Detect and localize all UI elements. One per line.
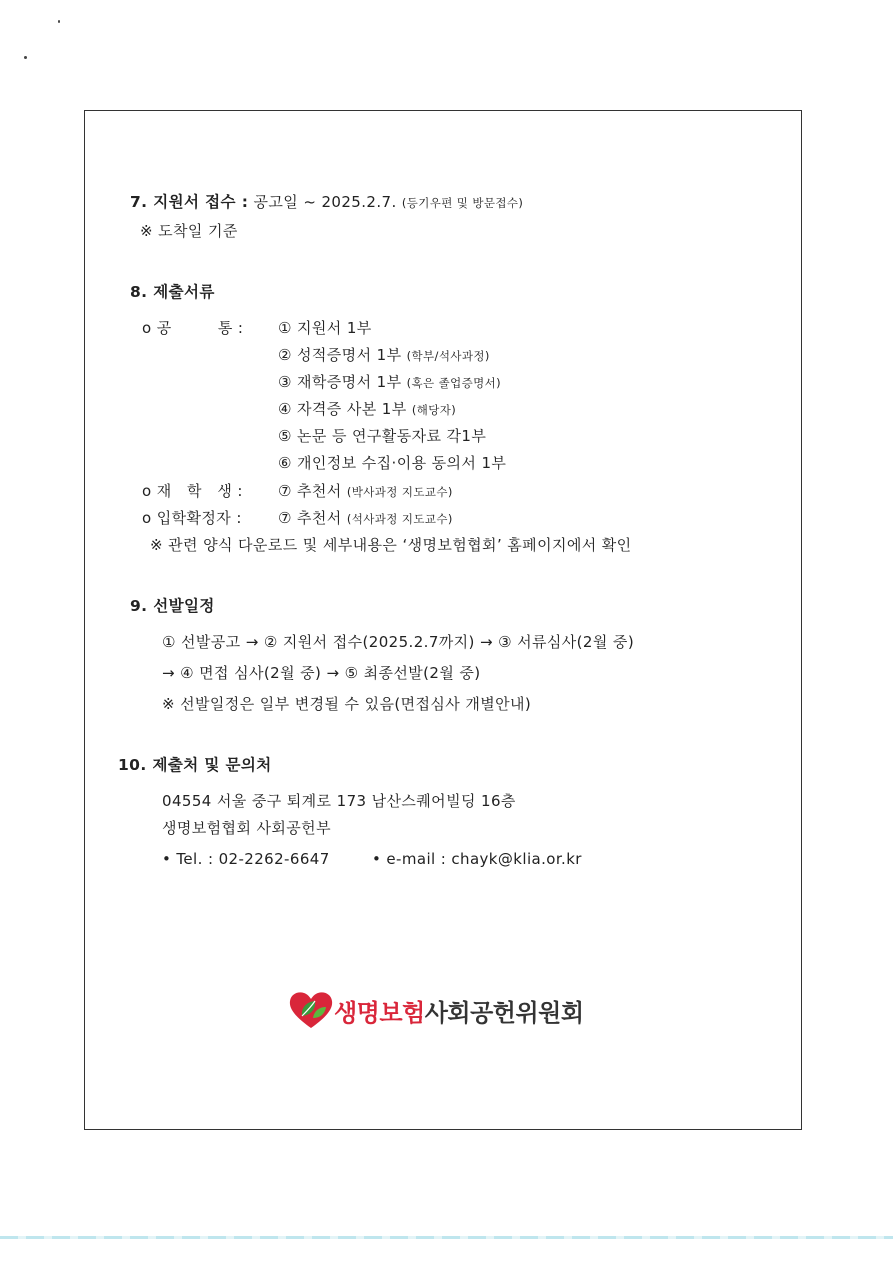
schedule-note: ※ 선발일정은 일부 변경될 수 있음(면접심사 개별안내): [162, 695, 532, 713]
doc-item-note: (혹은 졸업증명서): [406, 376, 502, 390]
scan-speck: [58, 20, 60, 23]
scan-artifact-line: [0, 1236, 893, 1239]
admitted-docs-label: o 입학확정자 :: [142, 509, 242, 527]
doc-item-note: (학부/석사과정): [406, 349, 490, 363]
scan-speck: [24, 56, 27, 59]
doc-item-text: ② 성적증명서 1부: [278, 346, 402, 364]
doc-item: [278, 398, 456, 419]
section-10-heading: 10. 제출처 및 문의처: [118, 756, 272, 774]
doc-item: [278, 452, 506, 473]
admitted-doc-item: [278, 507, 453, 528]
contact-tel: • Tel. : 02-2262-6647: [162, 850, 330, 868]
student-doc-item: [278, 480, 453, 501]
heart-leaf-icon: [288, 990, 334, 1030]
admitted-doc-text: ⑦ 추천서: [278, 509, 342, 527]
student-doc-note: (박사과정 지도교수): [346, 485, 453, 499]
section-8-heading: 8. 제출서류: [130, 283, 215, 301]
logo-brand-red: 생명보험: [334, 998, 425, 1027]
contact-org: 생명보험협회 사회공헌부: [162, 819, 331, 837]
arrival-note: ※ 도착일 기준: [140, 222, 238, 240]
schedule-line-1: ① 선발공고 → ② 지원서 접수(2025.2.7까지) → ③ 서류심사(2월 중): [162, 633, 635, 651]
admitted-doc-note: (석사과정 지도교수): [346, 512, 453, 526]
doc-item: [278, 425, 486, 446]
committee-logo: [288, 990, 584, 1030]
application-period: 공고일 ~ 2025.2.7.: [253, 193, 397, 211]
download-note: ※ 관련 양식 다운로드 및 세부내용은 ‘생명보험협회’ 홈페이지에서 확인: [150, 536, 632, 554]
doc-item-text: ⑥ 개인정보 수집·이용 동의서 1부: [278, 454, 507, 472]
student-docs-label: o 재 학 생 :: [142, 482, 243, 500]
doc-item-text: ⑤ 논문 등 연구활동자료 각1부: [278, 427, 487, 445]
doc-item-text: ① 지원서 1부: [278, 319, 372, 337]
notice-frame: [84, 110, 802, 1130]
student-doc-text: ⑦ 추천서: [278, 482, 342, 500]
doc-item: [278, 344, 490, 365]
doc-item-note: (해당자): [411, 403, 457, 417]
doc-item: [278, 317, 372, 338]
schedule-line-2: → ④ 면접 심사(2월 중) → ⑤ 최종선발(2월 중): [162, 664, 481, 682]
section-9-heading: 9. 선발일정: [130, 597, 215, 615]
contact-address: 04554 서울 중구 퇴계로 173 남산스퀘어빌딩 16층: [162, 792, 516, 810]
section-7-heading: 7. 지원서 접수 :: [130, 193, 249, 211]
section-7-line: [130, 190, 523, 212]
logo-brand-dark: 사회공헌위원회: [424, 998, 584, 1027]
contact-email: • e-mail : chayk@klia.or.kr: [372, 850, 582, 868]
logo-text: [334, 993, 584, 1028]
common-docs-label: o 공 통 :: [142, 319, 244, 337]
doc-item-text: ④ 자격증 사본 1부: [278, 400, 407, 418]
doc-item-text: ③ 재학증명서 1부: [278, 373, 402, 391]
doc-item: [278, 371, 501, 392]
application-method: (등기우편 및 방문접수): [401, 196, 524, 210]
